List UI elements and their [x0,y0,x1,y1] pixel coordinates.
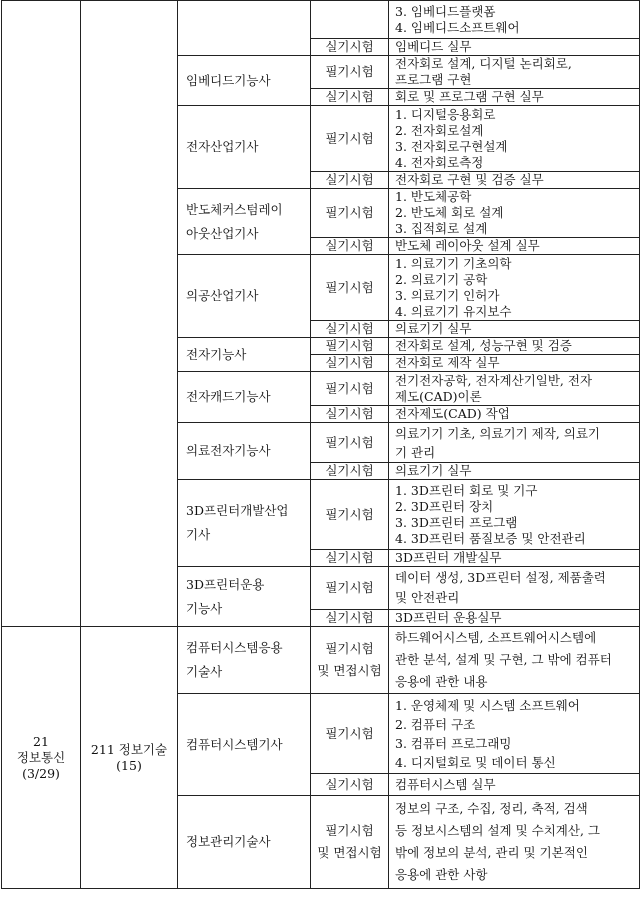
qualification-name [178,338,311,372]
qualification-name [178,627,311,694]
content-line: 3. 3D프린터 프로그램 [395,514,518,530]
content-line: 4. 3D프린터 품질보증 및 안전관리 [395,530,586,546]
content-line: 전자회로 설계, 디지털 논리회로, [395,56,572,71]
content-line: 하드웨어시스템, 소프트웨어시스템에 [395,630,597,645]
exam-content [389,106,640,172]
exam-content [389,480,640,550]
cell-text: 필기시험 [325,64,374,79]
qualification-name [178,372,311,423]
cell-text: 기사 [186,527,211,542]
exam-content [389,255,640,321]
group-count: (3/29) [22,765,60,781]
exam-content [389,321,640,338]
exam-content [389,89,640,106]
content-line: 4. 의료기기 유지보수 [395,303,512,319]
cell-text: 의료전자기능사 [186,443,271,458]
content-line: 3. 컴퓨터 프로그래밍 [395,735,512,751]
certification-table [1,0,640,889]
cell-text: 필기시험 [325,506,374,522]
cell-text: 실기시험 [325,355,374,370]
cell-text: 3D프린터운용 [186,576,265,592]
exam-method [311,627,389,694]
cell-text: 필기시험 [325,725,374,741]
content-line: 임베디드 실무 [395,39,472,54]
cell-text: 컴퓨터시스템기사 [186,736,283,752]
exam-method [311,172,389,189]
cell-text: 기능사 [186,600,223,616]
content-line: 1. 반도체공학 [395,189,472,204]
qualification-name [178,106,311,189]
content-line: 3. 전자회로구현설계 [395,138,508,154]
table-row [2,1,640,39]
exam-method [311,255,389,321]
subgroup-cell-prev [81,1,178,627]
exam-content [389,423,640,463]
cell-text: 및 면접시험 [317,663,382,678]
exam-method [311,338,389,355]
group-title: 정보통신 [16,749,66,765]
exam-method [311,189,389,238]
content-line: 데이터 생성, 3D프린터 설정, 제품출력 [395,570,606,585]
cell-text: 필기시험 [325,580,374,595]
cell-text: 컴퓨터시스템응용 [186,640,283,655]
content-line: 4. 전자회로측정 [395,154,484,170]
content-line: 1. 디지털응용회로 [395,106,496,122]
content-line: 3. 의료기기 인허가 [395,287,500,303]
exam-method [311,355,389,372]
cell-text: 필기시험 [325,279,374,295]
exam-method [311,39,389,56]
exam-method [311,796,389,889]
exam-content [389,610,640,627]
exam-method [311,423,389,463]
cell-text: 실기시험 [325,463,374,478]
content-line: 기 관리 [395,444,436,460]
exam-content [389,550,640,567]
cell-text: 기술사 [186,664,223,679]
cell-text: 필기시험 [325,380,374,396]
content-line: 전기전자공학, 전자계산기일반, 전자 [395,372,593,388]
exam-content [389,796,640,889]
cell-text: 필기시험 [325,641,374,656]
qualification-name [178,480,311,567]
qualification-name [178,1,311,56]
cell-text: 전자캐드기능사 [186,389,271,404]
content-line: 3. 집적회로 설계 [395,221,488,236]
cell-text: 실기시험 [325,39,374,54]
cell-text: 전자기능사 [186,346,247,362]
content-line: 전자회로 설계, 성능구현 및 검증 [395,338,572,353]
exam-content [389,39,640,56]
exam-method [311,56,389,89]
cell-text: 실기시험 [325,321,374,336]
exam-content [389,189,640,238]
content-line: 3. 임베디드플랫폼 [395,3,496,19]
qualification-name [178,694,311,796]
exam-method [311,106,389,172]
cell-text: 임베디드기능사 [186,72,271,88]
exam-content [389,56,640,89]
content-line: 2. 의료기기 공학 [395,271,488,287]
exam-method [311,89,389,106]
content-line: 등 정보시스템의 설계 및 수치계산, 그 [395,823,600,838]
cell-text: 실기시험 [325,550,374,565]
cell-text: 필기시험 [325,823,374,838]
content-line: 2. 전자회로설계 [395,122,484,138]
exam-content [389,338,640,355]
cell-text: 아웃산업기사 [186,225,259,241]
content-line: 전자회로 제작 실무 [395,355,500,370]
content-line: 4. 임베디드소프트웨어 [395,19,520,35]
cell-text: 의공산업기사 [186,288,259,303]
exam-method [311,406,389,423]
content-line: 반도체 레이아웃 설계 실무 [395,238,540,253]
content-line: 컴퓨터시스템 실무 [395,776,496,792]
exam-content [389,1,640,39]
exam-method [311,1,389,39]
cell-text: 실기시험 [325,610,374,625]
exam-content [389,567,640,610]
exam-content [389,694,640,774]
content-line: 및 안전관리 [395,590,460,605]
content-line: 관한 분석, 설계 및 구현, 그 밖에 컴퓨터 [395,652,612,667]
cell-text: 정보관리기술사 [186,834,271,849]
content-line: 응용에 관한 사항 [395,867,488,882]
content-line: 의료기기 실무 [395,321,472,336]
exam-method [311,567,389,610]
content-line: 전자제도(CAD) 작업 [395,406,510,421]
exam-method [311,694,389,774]
content-line: 의료기기 실무 [395,463,472,478]
cell-text: 필기시험 [325,338,374,353]
group-code: 21 [33,733,49,749]
cell-text: 반도체커스텀레이 [186,201,283,217]
cell-text: 실기시험 [325,776,374,792]
cell-text: 실기시험 [325,89,374,104]
content-line: 제도(CAD)이론 [395,388,482,404]
content-line: 3D프린터 개발실무 [395,550,502,565]
content-line: 프로그램 구현 [395,72,472,87]
subgroup-cell [81,627,178,889]
content-line: 2. 컴퓨터 구조 [395,716,476,732]
content-line: 의료기기 기초, 의료기기 제작, 의료기 [395,425,600,441]
exam-content [389,355,640,372]
content-line: 3D프린터 운용실무 [395,610,502,625]
qualification-name [178,255,311,338]
exam-content [389,627,640,694]
content-line: 1. 운영체제 및 시스템 소프트웨어 [395,697,580,713]
exam-content [389,406,640,423]
exam-method [311,463,389,480]
content-line: 1. 3D프린터 회로 및 기구 [395,482,538,498]
subgroup-label: 211 정보기술 [90,741,168,757]
exam-method [311,238,389,255]
cell-text: 3D프린터개발산업 [186,503,289,518]
qualification-name [178,56,311,106]
qualification-name [178,567,311,627]
cell-text: 실기시험 [325,238,374,253]
cell-text: 필기시험 [325,130,374,146]
content-line: 4. 디지털회로 및 데이터 통신 [395,754,556,770]
cell-text: 필기시험 [325,434,374,450]
cell-text: 실기시험 [325,406,374,421]
group-cell [2,627,81,889]
cell-text: 전자산업기사 [186,139,259,154]
table-row [2,627,640,694]
exam-content [389,172,640,189]
exam-method [311,610,389,627]
group-cell-prev [2,1,81,627]
content-line: 응용에 관한 내용 [395,674,488,689]
content-line: 회로 및 프로그램 구현 실무 [395,89,544,104]
content-line: 2. 3D프린터 장치 [395,498,494,514]
cell-text: 실기시험 [325,172,374,187]
content-line: 전자회로 구현 및 검증 실무 [395,172,544,187]
exam-content [389,372,640,406]
exam-method [311,372,389,406]
content-line: 2. 반도체 회로 설계 [395,205,504,220]
subgroup-count: (15) [116,757,142,773]
cell-text: 및 면접시험 [317,845,382,860]
content-line: 정보의 구조, 수집, 정리, 축적, 검색 [395,801,588,816]
exam-method [311,774,389,796]
exam-content [389,774,640,796]
qualification-name [178,796,311,889]
exam-method [311,321,389,338]
exam-method [311,550,389,567]
exam-content [389,238,640,255]
qualification-name [178,423,311,480]
cell-text: 필기시험 [325,205,374,220]
exam-method [311,480,389,550]
content-line: 1. 의료기기 기초의학 [395,255,512,271]
content-line: 밖에 정보의 분석, 관리 및 기본적인 [395,845,588,860]
exam-content [389,463,640,480]
qualification-name [178,189,311,255]
